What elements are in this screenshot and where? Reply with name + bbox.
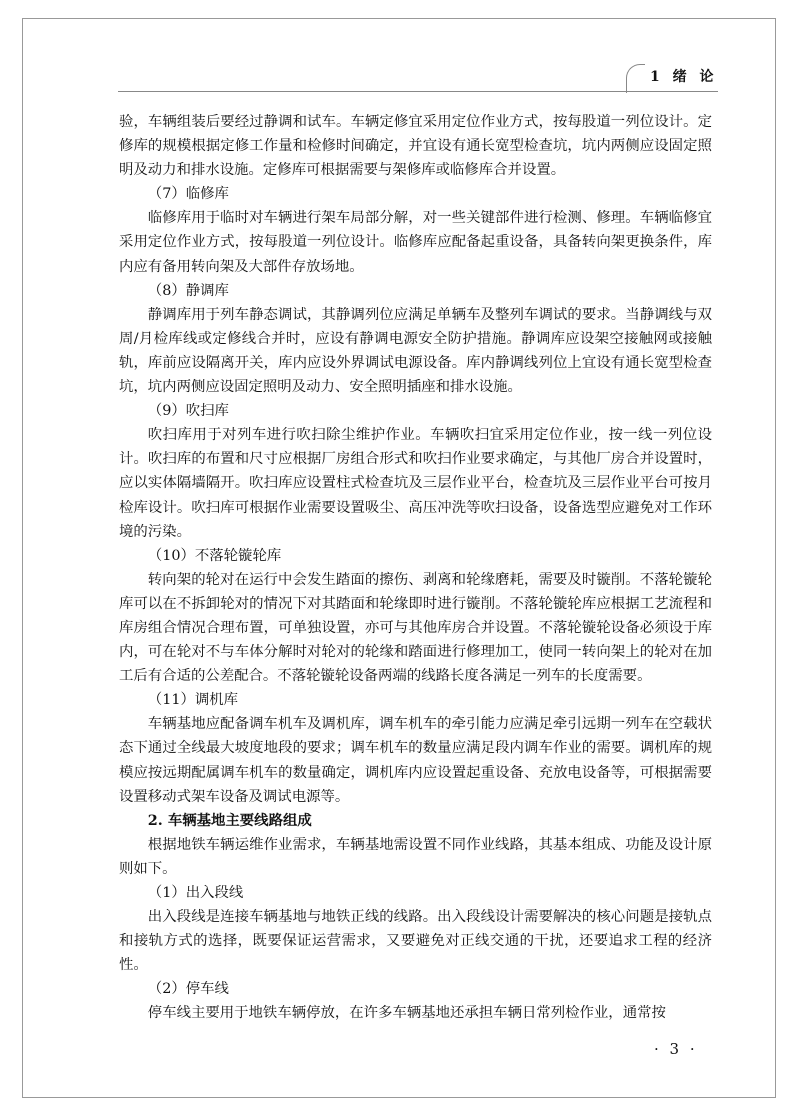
section-heading: （7）临修库 — [147, 186, 229, 203]
header-ornament — [626, 64, 645, 93]
paragraph: 停车线主要用于地铁车辆停放，在许多车辆基地还承担车辆日常列检作业，通常按 — [147, 1005, 666, 1022]
paragraph: 静调库用于列车静态调试，其静调列位应满足单辆车及整列车调试的要求。当静调线与双周/月检库线或定修线合并时，应设有静调电源安全防护措施。静调库应设架空接触网或接触轨，库前应设隔离开关，库内应设外界调试电源设备。库内静调线列位上宜设有通长宽型检查坑，坑内两侧应设固定照明及动力、安全照明插座和排水设施。 — [119, 306, 712, 396]
paragraph: 验，车辆组装后要经过静调和试车。车辆定修宜采用定位作业方式，按每股道一列位设计。定修库的规模根据定修工作量和检修时间确定，并宜设有通长宽型检查坑，坑内两侧应设固定照明及动力和排水设施。定修库可根据需要与架修库或临修库合并设置。 — [119, 114, 712, 179]
paragraph: 吹扫库用于对列车进行吹扫除尘维护作业。车辆吹扫宜采用定位作业，按一线一列位设计。吹扫库的布置和尺寸应根据厂房组合形式和吹扫作业要求确定，与其他厂房合并设置时，应以实体隔墙隔开。吹扫库应设置柱式检查坑及三层作业平台，检查坑及三层作业平台可按月检库设计。吹扫库可根据作业需要设置吸尘、高压冲洗等吹扫设备，设备选型应避免对工作环境的污染。 — [119, 427, 712, 540]
paragraph: 根据地铁车辆运维作业需求，车辆基地需设置不同作业线路，其基本组成、功能及设计原则如下。 — [119, 836, 712, 877]
section-heading: （11）调机库 — [147, 692, 239, 709]
paragraph: 转向架的轮对在运行中会发生踏面的擦伤、剥离和轮缘磨耗，需要及时镟削。不落轮镟轮库可以在不拆卸轮对的情况下对其踏面和轮缘即时进行镟削。不落轮镟轮库应根据工艺流程和库房组合情况合理布置，可单独设置，亦可与其他库房合并设置。不落轮镟轮设备必须设于库内，可在轮对不与车体分解时对轮对的轮缘和踏面进行修理加工，使同一转向架上的轮对在加工后有合适的公差配合。不落轮镟轮设备两端的线路长度各满足一列车的长度需要。 — [119, 571, 712, 685]
section-heading: （2）停车线 — [147, 981, 229, 998]
section-heading: （8）静调库 — [147, 282, 229, 299]
section-heading: （1）出入段线 — [147, 885, 244, 901]
header-rule — [118, 91, 718, 92]
chapter-title: 1 绪 论 — [650, 69, 718, 85]
section-heading: （10）不落轮镟轮库 — [147, 547, 282, 564]
main-heading: 2. 车辆基地主要线路组成 — [147, 811, 312, 829]
paragraph: 临修库用于临时对车辆进行架车局部分解，对一些关键部件进行检测、修理。车辆临修宜采用定位作业方式，按每股道一列位设计。临修库应配备起重设备，具备转向架更换条件，库内应有备用转向架及大部件存放场地。 — [119, 210, 712, 275]
body-text — [119, 110, 712, 1026]
paragraph: 车辆基地应配备调车机车及调机库，调车机车的牵引能力应满足牵引远期一列车在空载状态下通过全线最大坡度地段的要求；调车机车的数量应满足段内调车作业的需要。调机库的规模应按远期配属调车机车的数量确定，调机库内应设置起重设备、充放电设备等，可根据需要设置移动式架车设备及调试电源等。 — [119, 716, 712, 805]
page-number: · 3 · — [654, 1040, 698, 1058]
paragraph: 出入段线是连接车辆基地与地铁正线的线路。出入段线设计需要解决的核心问题是接轨点和接轨方式的选择，既要保证运营需求，又要避免对正线交通的干扰，还要追求工程的经济性。 — [119, 909, 712, 974]
section-heading: （9）吹扫库 — [147, 403, 229, 420]
